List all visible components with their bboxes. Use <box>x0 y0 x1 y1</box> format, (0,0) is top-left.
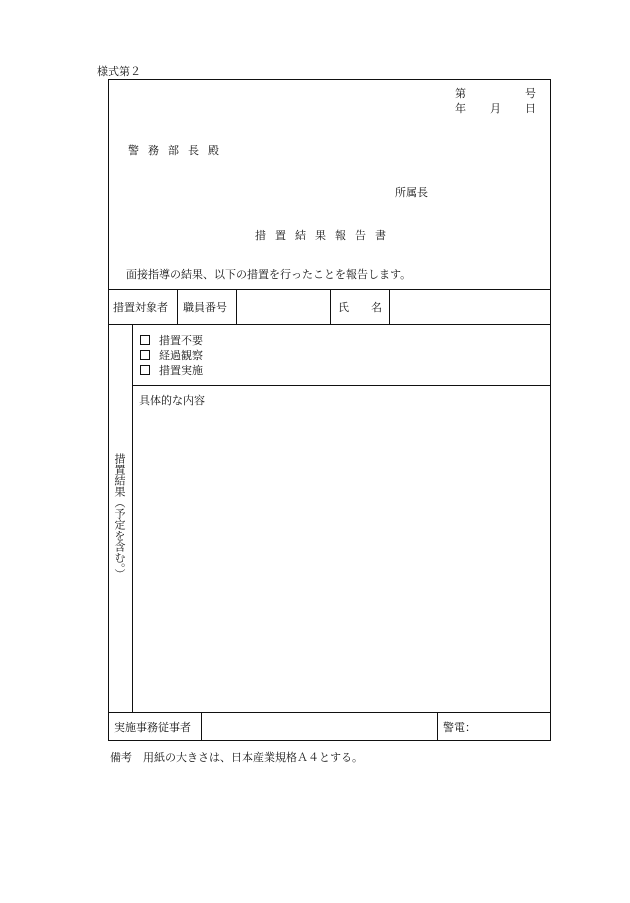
staff-in-charge-label: 実施事務従事者 <box>114 721 191 734</box>
number-dai-label: 第 <box>455 87 466 100</box>
staff-number-label: 職員番号 <box>183 301 227 314</box>
sender-title: 所属長 <box>395 186 428 199</box>
detail-field[interactable] <box>139 412 544 707</box>
remarks-note: 備考 用紙の大きさは、日本産業規格Ａ４とする。 <box>110 751 363 764</box>
subject-label: 措置対象者 <box>113 301 168 314</box>
divider-subject-3 <box>330 289 331 325</box>
option-no-action[interactable] <box>140 335 203 346</box>
name-label: 氏 名 <box>338 301 382 314</box>
date-year-label: 年 <box>455 102 466 115</box>
divider-result-side <box>132 325 133 713</box>
divider-footer-1 <box>201 713 202 741</box>
page-title: 措置結果報告書 <box>255 229 395 242</box>
form-id: 様式第２ <box>97 65 141 78</box>
divider-subject-1 <box>177 289 178 325</box>
divider-subject-4 <box>389 289 390 325</box>
date-month-label: 月 <box>490 102 501 115</box>
checkbox-icon[interactable] <box>140 365 150 375</box>
option-label: 措置実施 <box>159 364 203 377</box>
divider-footer-top <box>108 712 551 713</box>
divider-subject-2 <box>236 289 237 325</box>
option-label: 措置不要 <box>159 334 203 347</box>
option-action-taken[interactable] <box>140 365 203 376</box>
report-statement: 面接指導の結果、以下の措置を行ったことを報告します。 <box>126 268 412 281</box>
detail-label: 具体的な内容 <box>139 394 205 407</box>
addressee: 警務部長殿 <box>128 144 228 157</box>
option-observation[interactable] <box>140 350 203 361</box>
result-side-label: 措置結果（予定を含む。） <box>113 453 126 580</box>
number-go-label: 号 <box>525 87 536 100</box>
option-label: 経過観察 <box>159 349 203 362</box>
divider-footer-2 <box>437 713 438 741</box>
date-day-label: 日 <box>525 102 536 115</box>
divider-options-bottom <box>132 385 551 386</box>
phone-label: 警電： <box>443 721 476 734</box>
checkbox-icon[interactable] <box>140 350 150 360</box>
checkbox-icon[interactable] <box>140 335 150 345</box>
